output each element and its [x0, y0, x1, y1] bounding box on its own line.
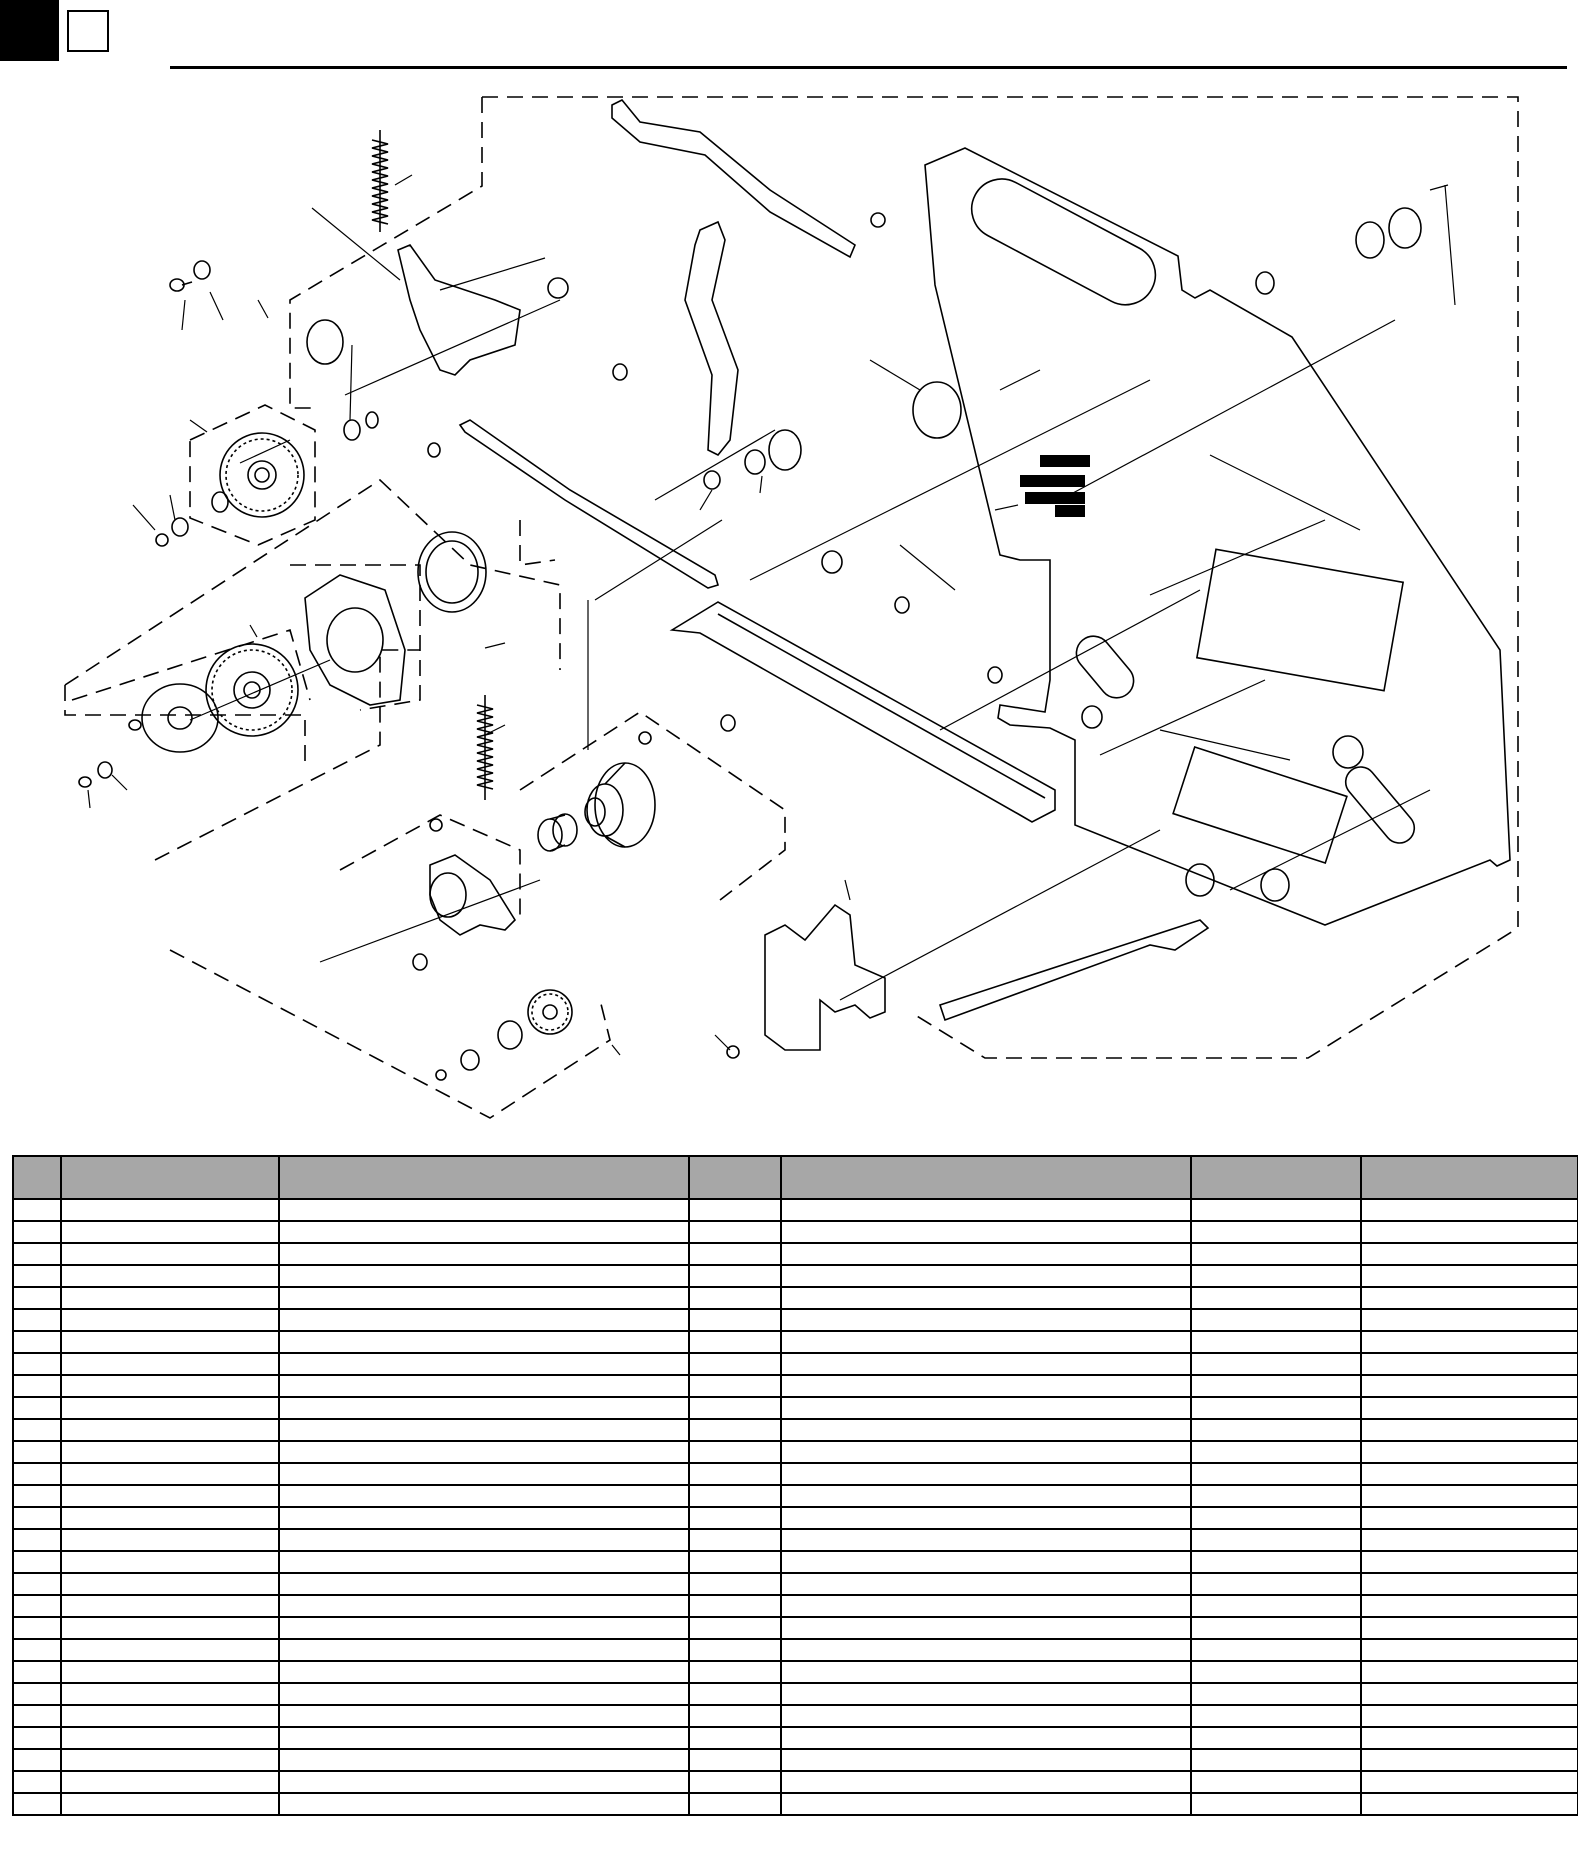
header-cell [1191, 1156, 1361, 1199]
table-cell [1361, 1573, 1578, 1595]
table-cell [781, 1595, 1191, 1617]
section-tab-box [67, 10, 109, 52]
table-cell [781, 1463, 1191, 1485]
table-row [13, 1705, 1578, 1727]
table-cell [689, 1287, 781, 1309]
table-cell [1191, 1243, 1361, 1265]
table-cell [13, 1617, 61, 1639]
table-cell [1191, 1485, 1361, 1507]
table-row [13, 1661, 1578, 1683]
table-cell [279, 1221, 689, 1243]
cam-plate [305, 575, 405, 705]
ring-washer [418, 532, 486, 612]
table-cell [13, 1441, 61, 1463]
table-row [13, 1265, 1578, 1287]
table-cell [781, 1529, 1191, 1551]
table-cell [1361, 1463, 1578, 1485]
table-cell [1361, 1221, 1578, 1243]
table-cell [1191, 1397, 1361, 1419]
roller-lower [1261, 869, 1289, 901]
table-cell [279, 1705, 689, 1727]
table-cell [61, 1749, 279, 1771]
table-cell [61, 1705, 279, 1727]
table-cell [781, 1287, 1191, 1309]
table-cell [61, 1727, 279, 1749]
table-row [13, 1331, 1578, 1353]
table-cell [1361, 1331, 1578, 1353]
table-cell [61, 1309, 279, 1331]
table-cell [689, 1397, 781, 1419]
exploded-parts-diagram [0, 80, 1578, 1130]
table-cell [279, 1353, 689, 1375]
table-cell [1361, 1485, 1578, 1507]
table-cell [781, 1397, 1191, 1419]
ramp-guide [940, 920, 1208, 1020]
table-cell [279, 1287, 689, 1309]
table-cell [1191, 1793, 1361, 1815]
table-cell [689, 1353, 781, 1375]
table-cell [689, 1265, 781, 1287]
table-cell [1191, 1771, 1361, 1793]
table-cell [1361, 1727, 1578, 1749]
table-cell [1191, 1705, 1361, 1727]
disc-plate [142, 684, 218, 752]
frame-window [1197, 549, 1403, 690]
table-cell [781, 1551, 1191, 1573]
table-cell [61, 1573, 279, 1595]
table-row [13, 1595, 1578, 1617]
collar-upper [1356, 222, 1384, 258]
table-cell [279, 1793, 689, 1815]
table-cell [1361, 1397, 1578, 1419]
upper-bracket [398, 245, 520, 375]
table-cell [61, 1221, 279, 1243]
lower-bracket [430, 855, 515, 935]
table-row [13, 1551, 1578, 1573]
table-cell [689, 1661, 781, 1683]
table-cell [61, 1617, 279, 1639]
table-cell [689, 1749, 781, 1771]
table-cell [689, 1793, 781, 1815]
table-cell [279, 1529, 689, 1551]
table-cell [61, 1661, 279, 1683]
table-cell [279, 1441, 689, 1463]
header-cell [13, 1156, 61, 1199]
table-cell [689, 1243, 781, 1265]
channel-rail [672, 602, 1055, 822]
table-cell [1361, 1375, 1578, 1397]
gear-large-middle [206, 644, 298, 736]
table-cell [13, 1793, 61, 1815]
header-cell [1361, 1156, 1578, 1199]
table-row [13, 1221, 1578, 1243]
table-cell [1361, 1419, 1578, 1441]
table-cell [13, 1727, 61, 1749]
table-cell [13, 1529, 61, 1551]
bushing [538, 819, 562, 851]
table-cell [279, 1749, 689, 1771]
header-cell [279, 1156, 689, 1199]
table-cell [279, 1771, 689, 1793]
table-cell [1191, 1661, 1361, 1683]
table-cell [1361, 1265, 1578, 1287]
header-cell [61, 1156, 279, 1199]
table-cell [1191, 1507, 1361, 1529]
table-cell [781, 1485, 1191, 1507]
table-cell [61, 1463, 279, 1485]
table-cell [1361, 1705, 1578, 1727]
table-cell [1191, 1529, 1361, 1551]
table-cell [13, 1507, 61, 1529]
table-cell [13, 1353, 61, 1375]
table-cell [279, 1375, 689, 1397]
table-row [13, 1243, 1578, 1265]
vertical-bracket [765, 905, 885, 1050]
table-cell [781, 1419, 1191, 1441]
table-row [13, 1287, 1578, 1309]
table-row [13, 1507, 1578, 1529]
table-cell [689, 1639, 781, 1661]
table-cell [279, 1617, 689, 1639]
table-cell [781, 1683, 1191, 1705]
table-row [13, 1485, 1578, 1507]
table-cell [13, 1749, 61, 1771]
table-cell [781, 1507, 1191, 1529]
table-cell [1191, 1287, 1361, 1309]
table-cell [781, 1375, 1191, 1397]
table-cell [781, 1771, 1191, 1793]
table-cell [781, 1749, 1191, 1771]
table-row [13, 1749, 1578, 1771]
table-cell [1191, 1419, 1361, 1441]
table-cell [781, 1617, 1191, 1639]
table-cell [1191, 1551, 1361, 1573]
frame-assembly-outline [482, 97, 1518, 1058]
side-frame-plate [925, 148, 1510, 925]
table-cell [1361, 1661, 1578, 1683]
table-cell [1191, 1375, 1361, 1397]
frame-label-pattern [1020, 455, 1090, 517]
table-cell [689, 1727, 781, 1749]
table-cell [61, 1793, 279, 1815]
parts-table-header [13, 1156, 1578, 1199]
table-cell [13, 1573, 61, 1595]
table-cell [781, 1793, 1191, 1815]
table-cell [279, 1727, 689, 1749]
table-cell [279, 1661, 689, 1683]
table-row [13, 1727, 1578, 1749]
upper-link [612, 100, 855, 257]
table-cell [1361, 1353, 1578, 1375]
table-cell [61, 1353, 279, 1375]
table-cell [1361, 1529, 1578, 1551]
table-cell [1191, 1595, 1361, 1617]
spring-upper [372, 130, 388, 232]
table-cell [279, 1331, 689, 1353]
table-row [13, 1771, 1578, 1793]
table-cell [13, 1309, 61, 1331]
table-cell [781, 1573, 1191, 1595]
table-cell [781, 1265, 1191, 1287]
table-row [13, 1441, 1578, 1463]
table-cell [1191, 1331, 1361, 1353]
table-cell [1191, 1727, 1361, 1749]
table-cell [13, 1463, 61, 1485]
table-cell [1361, 1771, 1578, 1793]
table-cell [781, 1221, 1191, 1243]
table-cell [61, 1595, 279, 1617]
header-cell [689, 1156, 781, 1199]
table-cell [689, 1199, 781, 1221]
table-cell [781, 1331, 1191, 1353]
roller-frame [1333, 736, 1363, 768]
table-cell [1361, 1639, 1578, 1661]
table-cell [279, 1243, 689, 1265]
table-cell [279, 1595, 689, 1617]
table-cell [279, 1199, 689, 1221]
table-cell [13, 1639, 61, 1661]
table-cell [13, 1419, 61, 1441]
table-cell [13, 1683, 61, 1705]
table-cell [13, 1375, 61, 1397]
index-leaders [88, 175, 1448, 1055]
table-cell [1191, 1463, 1361, 1485]
table-cell [781, 1705, 1191, 1727]
table-cell [61, 1771, 279, 1793]
table-cell [1191, 1573, 1361, 1595]
table-cell [689, 1441, 781, 1463]
table-cell [689, 1683, 781, 1705]
frame-window-lower [1173, 747, 1347, 863]
table-row [13, 1463, 1578, 1485]
table-cell [279, 1463, 689, 1485]
table-cell [13, 1485, 61, 1507]
table-cell [689, 1617, 781, 1639]
gear-small-lower [528, 990, 572, 1034]
table-cell [1191, 1441, 1361, 1463]
table-cell [13, 1243, 61, 1265]
table-cell [61, 1419, 279, 1441]
table-cell [61, 1331, 279, 1353]
table-cell [1361, 1749, 1578, 1771]
table-row [13, 1639, 1578, 1661]
table-cell [781, 1309, 1191, 1331]
table-cell [1361, 1595, 1578, 1617]
table-cell [689, 1529, 781, 1551]
table-cell [1361, 1309, 1578, 1331]
knob-frame [913, 382, 961, 438]
leader-lines [190, 185, 1455, 1000]
table-cell [781, 1243, 1191, 1265]
table-cell [1191, 1221, 1361, 1243]
table-cell [1191, 1353, 1361, 1375]
table-cell [13, 1331, 61, 1353]
gear-large-upper [220, 433, 304, 517]
table-cell [61, 1485, 279, 1507]
table-row [13, 1793, 1578, 1815]
table-row [13, 1573, 1578, 1595]
header-rule [170, 66, 1567, 69]
table-cell [1191, 1639, 1361, 1661]
table-cell [61, 1243, 279, 1265]
table-cell [689, 1485, 781, 1507]
table-cell [689, 1331, 781, 1353]
table-cell [689, 1419, 781, 1441]
table-cell [1361, 1551, 1578, 1573]
table-row [13, 1529, 1578, 1551]
table-row [13, 1353, 1578, 1375]
table-cell [689, 1221, 781, 1243]
table-cell [279, 1309, 689, 1331]
table-cell [61, 1507, 279, 1529]
table-cell [13, 1265, 61, 1287]
pulley-hub [585, 763, 655, 847]
frame-slot-upper [961, 168, 1166, 315]
table-cell [61, 1397, 279, 1419]
table-cell [61, 1375, 279, 1397]
table-cell [13, 1771, 61, 1793]
table-cell [1191, 1199, 1361, 1221]
table-cell [781, 1639, 1191, 1661]
table-cell [781, 1199, 1191, 1221]
header-cell [781, 1156, 1191, 1199]
table-cell [689, 1573, 781, 1595]
assembly-outlines [65, 97, 1518, 1118]
table-cell [1361, 1243, 1578, 1265]
table-cell [13, 1661, 61, 1683]
table-cell [61, 1265, 279, 1287]
roller-upper [769, 430, 801, 470]
table-cell [689, 1705, 781, 1727]
table-cell [61, 1199, 279, 1221]
table-cell [13, 1199, 61, 1221]
table-cell [689, 1551, 781, 1573]
table-row [13, 1419, 1578, 1441]
table-cell [689, 1595, 781, 1617]
table-cell [279, 1419, 689, 1441]
parts-list-table [12, 1155, 1578, 1816]
table-cell [1361, 1507, 1578, 1529]
table-cell [689, 1771, 781, 1793]
table-cell [781, 1353, 1191, 1375]
table-cell [13, 1705, 61, 1727]
table-cell [61, 1683, 279, 1705]
table-cell [1361, 1617, 1578, 1639]
table-cell [1361, 1199, 1578, 1221]
table-row [13, 1683, 1578, 1705]
table-cell [13, 1551, 61, 1573]
table-row [13, 1397, 1578, 1419]
table-cell [13, 1595, 61, 1617]
table-cell [1361, 1793, 1578, 1815]
table-cell [61, 1287, 279, 1309]
knob-left [307, 320, 343, 364]
table-cell [61, 1551, 279, 1573]
table-cell [1361, 1287, 1578, 1309]
table-cell [61, 1441, 279, 1463]
table-cell [1361, 1441, 1578, 1463]
table-cell [1191, 1617, 1361, 1639]
table-cell [61, 1639, 279, 1661]
table-cell [279, 1551, 689, 1573]
spring-lower [477, 695, 493, 800]
table-cell [13, 1397, 61, 1419]
table-cell [689, 1463, 781, 1485]
table-cell [279, 1683, 689, 1705]
table-cell [689, 1507, 781, 1529]
table-cell [1191, 1683, 1361, 1705]
section-tab-black [0, 0, 59, 61]
table-cell [781, 1441, 1191, 1463]
pivot-arm [685, 222, 738, 455]
table-cell [689, 1375, 781, 1397]
table-cell [689, 1309, 781, 1331]
table-cell [781, 1727, 1191, 1749]
table-cell [781, 1661, 1191, 1683]
table-row [13, 1309, 1578, 1331]
table-cell [1191, 1309, 1361, 1331]
table-cell [1361, 1683, 1578, 1705]
table-cell [279, 1507, 689, 1529]
table-cell [1191, 1749, 1361, 1771]
table-cell [279, 1265, 689, 1287]
table-cell [13, 1287, 61, 1309]
gear-assembly-outline [190, 405, 315, 545]
table-cell [61, 1529, 279, 1551]
table-row [13, 1617, 1578, 1639]
table-row [13, 1199, 1578, 1221]
table-cell [279, 1397, 689, 1419]
table-row [13, 1375, 1578, 1397]
table-cell [279, 1485, 689, 1507]
middle-link [460, 420, 718, 588]
table-cell [279, 1639, 689, 1661]
table-cell [1191, 1265, 1361, 1287]
table-cell [13, 1221, 61, 1243]
parts-table-body [13, 1199, 1578, 1815]
table-cell [279, 1573, 689, 1595]
